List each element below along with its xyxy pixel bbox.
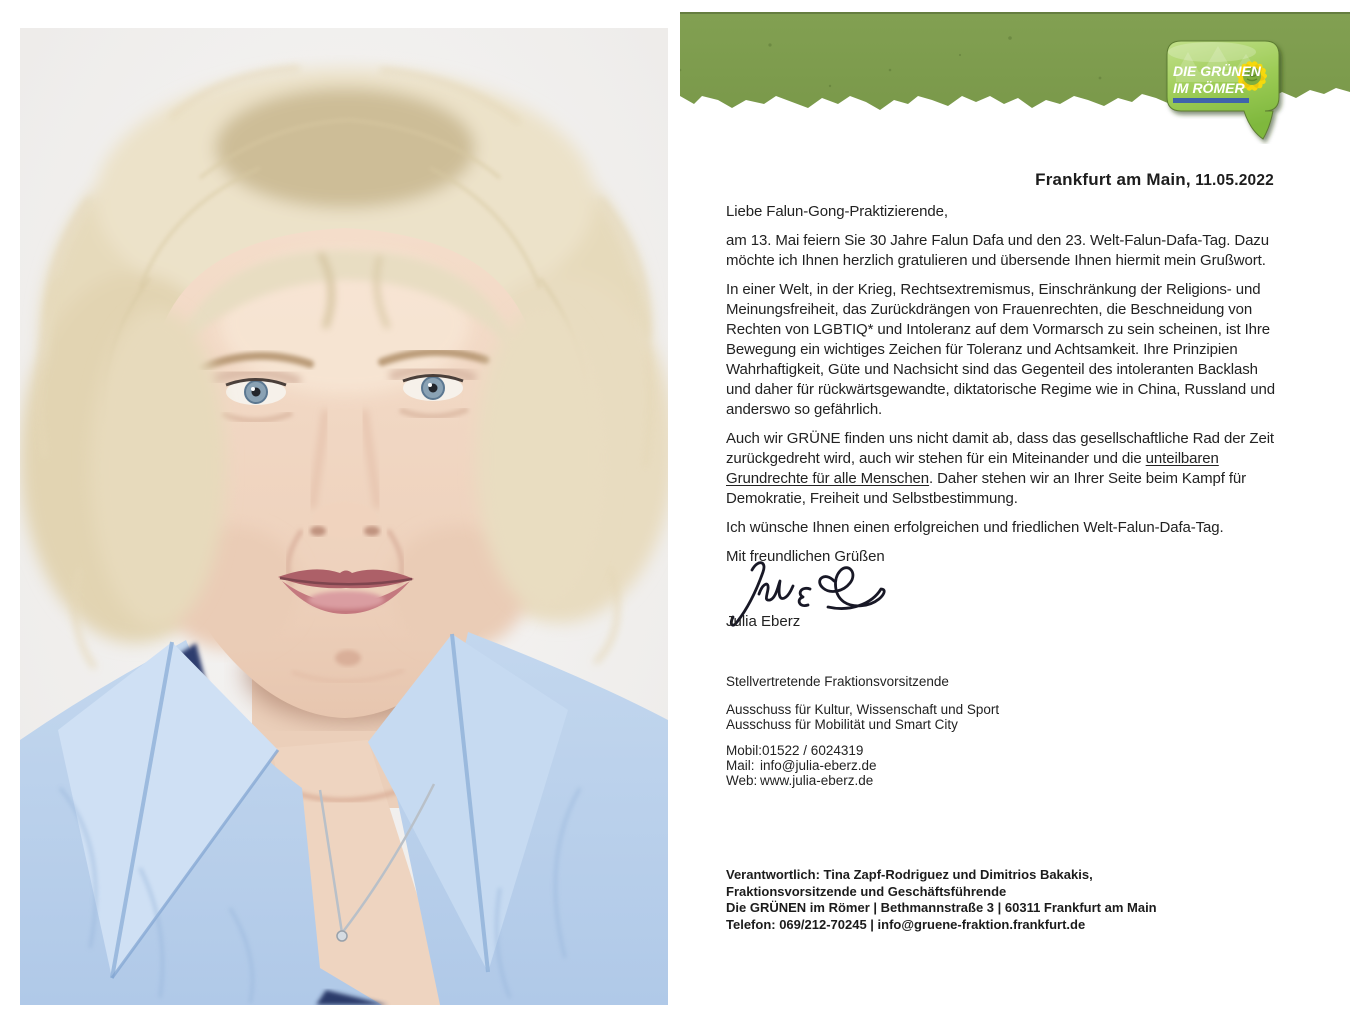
- salutation: Liebe Falun-Gong-Praktizierende,: [726, 203, 948, 220]
- list-item: Fraktionsvorsitzende und Geschäftsführende: [726, 883, 1007, 899]
- logo-line2: IM RÖMER: [1173, 80, 1245, 96]
- letter-paragraph: Ich wünsche Ihnen einen erfolgreichen und friedlichen Welt-Falun-Dafa-Tag.: [726, 519, 1224, 536]
- committee-list: [726, 702, 999, 732]
- list-item: Mobil:01522 / 6024319: [726, 743, 864, 758]
- footer-imprint: [726, 867, 1157, 933]
- signer-role: Stellvertretende Fraktionsvorsitzende: [726, 674, 949, 689]
- closing: Mit freundlichen Grüßen: [726, 548, 885, 565]
- logo-blue-bar: [1173, 98, 1249, 103]
- letter-paragraph: am 13. Mai feiern Sie 30 Jahre Falun Dafa und den 23. Welt-Falun-Dafa-Tag. Dazu möchte ich Ihnen herzlich gratulieren und übersende Ihnen hiermit mein Grußwort.: [726, 232, 1269, 269]
- list-item: Verantwortlich: Tina Zapf-Rodriguez und Dimitrios Bakakis,: [726, 867, 1093, 882]
- paragraphs: [726, 231, 1318, 538]
- speech-bubble: [1167, 41, 1279, 139]
- list-item: Telefon: 069/212-70245 | info@gruene-fraktion.frankfurt.de: [726, 916, 1086, 932]
- letter-body: [726, 202, 1318, 567]
- letter-page: [680, 0, 1350, 1012]
- portrait-illustration: [20, 28, 668, 1005]
- list-item: Mail: info@julia-eberz.de: [726, 758, 877, 773]
- logo-line1: DIE GRÜNEN: [1173, 63, 1261, 79]
- list-item: Die GRÜNEN im Römer | Bethmannstraße 3 | 60311 Frankfurt am Main: [726, 900, 1157, 915]
- list-item: Ausschuss für Mobilität und Smart City: [726, 717, 958, 732]
- contact-block: [726, 743, 877, 788]
- greens-logo: [1164, 36, 1296, 144]
- letter-paragraph: Auch wir GRÜNE finden uns nicht damit ab, dass das gesellschaftliche Rad der Zeit zurückgedreht wird, auch wir stehen für ein Miteinander und die unteilbaren Grundrechte für alle Menschen. Daher stehen wir an Ihrer Seite beim Kampf für Demokratie, Freiheit und Selbstbestimmung.: [726, 430, 1274, 507]
- portrait-photo: [20, 28, 668, 1005]
- letter-paragraph: In einer Welt, in der Krieg, Rechtsextremismus, Einschränkung der Religions- und Meinungsfreiheit, das Zurückdrängen von Frauenrechten, die Beschneidung von Rechten von LGBTIQ* und Intoleranz auf dem Vormarsch zu sein scheinen, ist Ihre Bewegung ein wichtiges Zeichen für Toleranz und Achtsamkeit. Ihre Prinzipien Wahrhaftigkeit, Güte und Nachsicht sind das Gegenteil des intoleranten Backlash und daher für rückwärtsgewandte, diktatorische Regime wie in China, Russland und anderswo so gefährlich.: [726, 281, 1275, 418]
- list-item: Web: www.julia-eberz.de: [726, 773, 874, 788]
- list-item: Ausschuss für Kultur, Wissenschaft und Sport: [726, 702, 1000, 717]
- date-line: [1035, 170, 1274, 190]
- date-place: Frankfurt am Main,: [1035, 170, 1191, 189]
- signer-name: Julia Eberz: [726, 613, 801, 630]
- date-value: 11.05.2022: [1195, 172, 1274, 189]
